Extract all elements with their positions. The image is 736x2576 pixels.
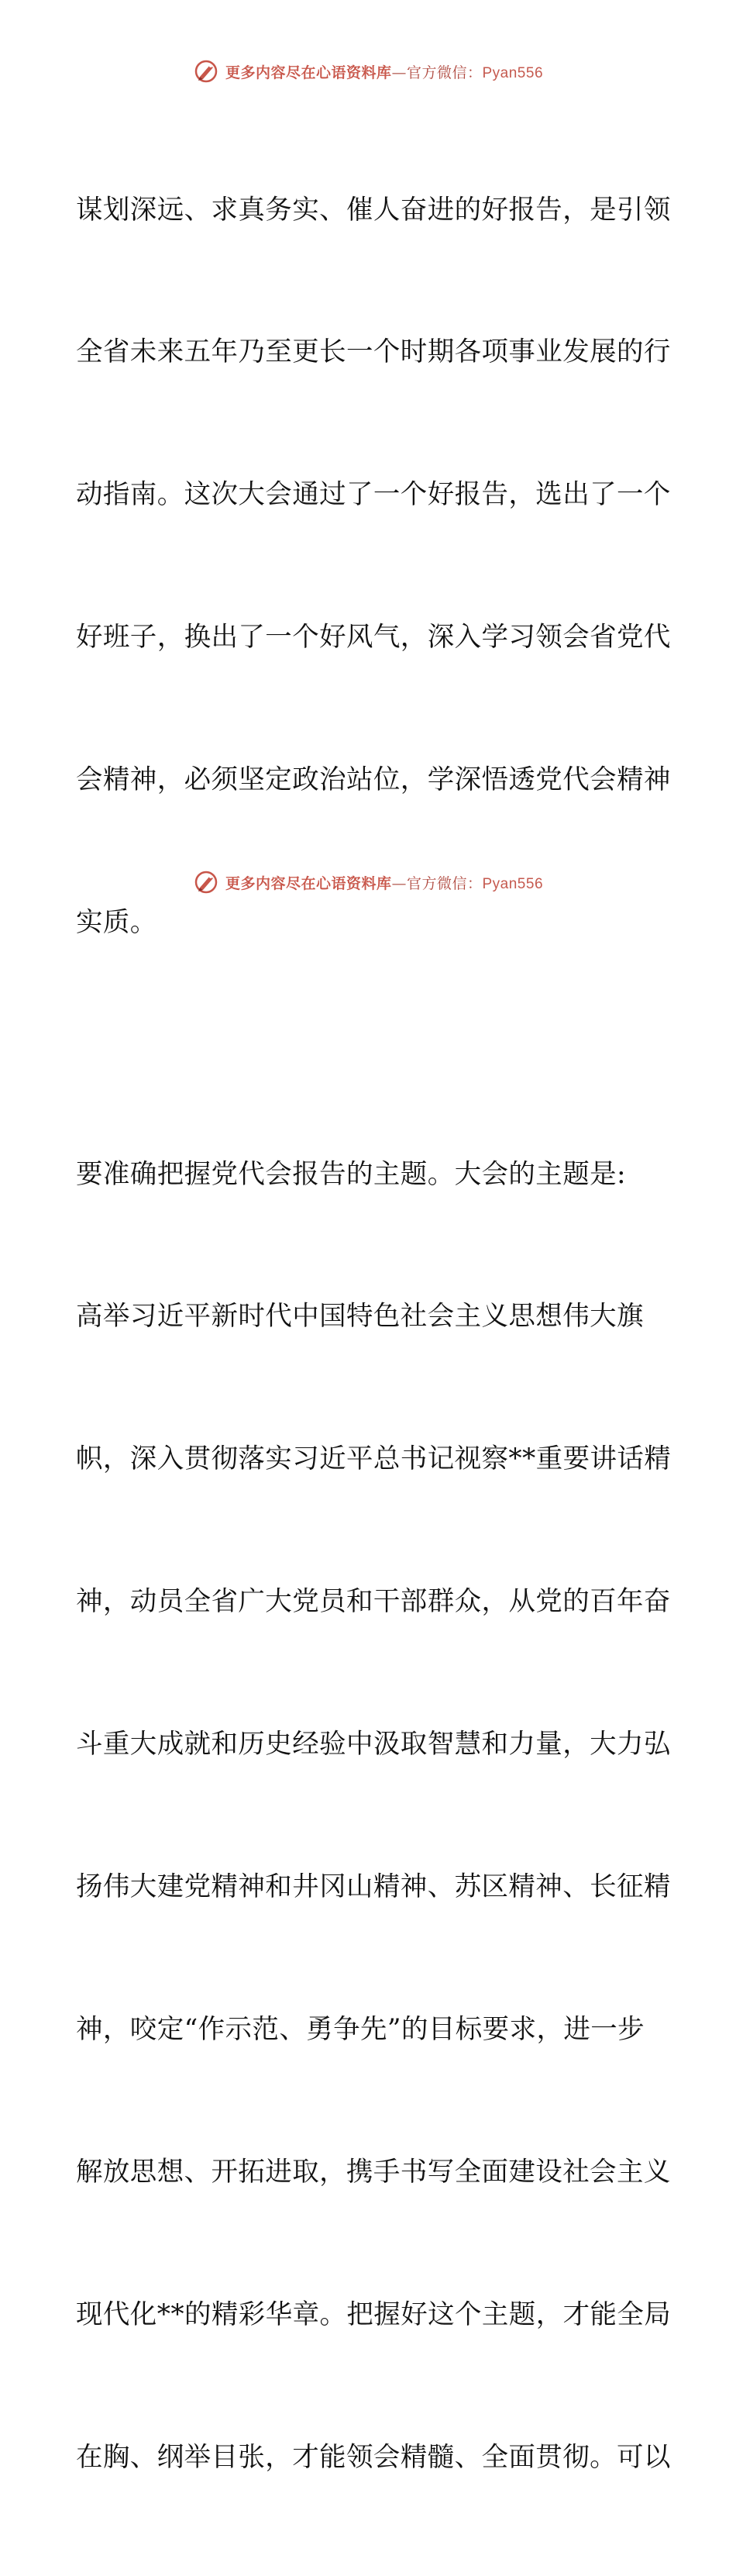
- footer-watermark: [0, 867, 736, 898]
- watermark-site-text: 更多内容尽在心语资料库: [225, 64, 392, 81]
- paragraph-1: [76, 91, 671, 1042]
- paragraph-2: [76, 1056, 672, 2576]
- text-line: 会精神，必须坚定政治站位，学深悟透党代会精神: [76, 764, 671, 796]
- text-line: 谋划深远、求真务实、催人奋进的好报告，是引领: [76, 194, 671, 226]
- text-line: 要准确把握党代会报告的主题。大会的主题是:: [76, 1158, 627, 1190]
- text-line: 帜，深入贯彻落实习近平总书记视察**重要讲话精: [76, 1443, 672, 1475]
- pen-logo-icon: [193, 869, 219, 895]
- pen-logo-icon: [193, 58, 219, 84]
- text-line: 神，咬定“作示范、勇争先”的目标要求，进一步: [76, 2013, 645, 2045]
- text-line: 斗重大成就和历史经验中汲取智慧和力量，大力弘: [76, 1729, 671, 1760]
- watermark-text: [225, 61, 543, 82]
- document-body: [76, 91, 672, 2576]
- text-line: 解放思想、开拓进取，携手书写全面建设社会主义: [76, 2156, 671, 2188]
- text-line: 现代化**的精彩华章。把握好这个主题，才能全局: [76, 2298, 672, 2330]
- text-line: 实质。: [76, 907, 157, 939]
- watermark-wechat-label: 官方微信：: [406, 874, 483, 892]
- text-line: 神，动员全省广大党员和干部群众，从党的百年奋: [76, 1586, 671, 1618]
- watermark-site-text: 更多内容尽在心语资料库: [225, 874, 392, 892]
- text-line: 高举习近平新时代中国特色社会主义思想伟大旗: [76, 1301, 644, 1333]
- watermark-text: [225, 872, 543, 893]
- text-line: 在胸、纲举目张，才能领会精髓、全面贯彻。可以: [76, 2441, 671, 2473]
- watermark-dash: —: [391, 874, 407, 892]
- watermark-wechat-label: 官方微信：: [406, 64, 483, 81]
- text-line: 好班子，换出了一个好风气，深入学习领会省党代: [76, 622, 671, 653]
- text-line: 全省未来五年乃至更长一个时期各项事业发展的行: [76, 336, 671, 368]
- watermark-dash: —: [391, 64, 407, 81]
- header-watermark: [0, 56, 736, 87]
- watermark-wechat-id: Pyan556: [482, 64, 544, 81]
- watermark-wechat-id: Pyan556: [482, 875, 544, 892]
- text-line: 扬伟大建党精神和井冈山精神、苏区精神、长征精: [76, 1871, 671, 1902]
- text-line: 动指南。这次大会通过了一个好报告，选出了一个: [76, 479, 671, 511]
